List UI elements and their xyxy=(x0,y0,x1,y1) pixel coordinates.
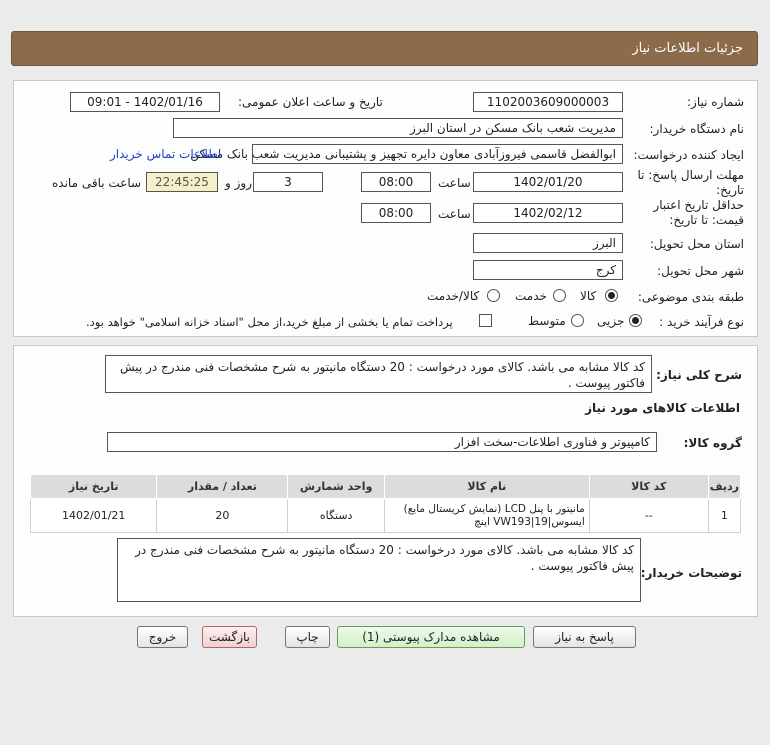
validity-label-line2: قیمت: تا تاریخ: xyxy=(669,213,744,227)
deadline-label-line2: تاریخ: xyxy=(716,183,744,197)
validity-label xyxy=(653,198,744,228)
description-label: شرح کلی نیاز: xyxy=(656,368,742,382)
province-field: البرز xyxy=(473,233,623,253)
buyer-notes-textbox: کد کالا مشابه می باشد. کالای مورد درخواست : 20 دستگاه مانیتور به شرح مشخصات فنی مندرج در پیش فاکتور پیوست . xyxy=(117,538,641,602)
goods-table xyxy=(30,474,741,533)
cell-name: مانیتور با پنل LCD (نمایش کریستال مایع) ایسوس|VW193|19 اینچ xyxy=(384,499,589,533)
city-label: شهر محل تحویل: xyxy=(657,264,744,278)
goods-section-title: اطلاعات کالاهای مورد نیاز xyxy=(585,401,740,415)
goods-table-header xyxy=(31,475,741,499)
contact-buyer-link[interactable]: اطلاعات تماس خریدار xyxy=(110,147,222,161)
goods-group-field: کامپیوتر و فناوری اطلاعات-سخت افزار xyxy=(107,432,657,452)
category-option-goods-service: کالا/خدمت xyxy=(427,289,480,303)
cell-code: -- xyxy=(589,499,708,533)
process-radio-minor[interactable] xyxy=(629,314,642,327)
deadline-date-field: 1402/01/20 xyxy=(473,172,623,192)
category-option-goods: کالا xyxy=(580,289,597,303)
validity-label-line1: حداقل تاریخ اعتبار xyxy=(653,198,744,212)
creator-field: ابوالفضل قاسمی فیروزآبادی معاون دایره تجهیز و پشتیبانی مدیریت شعب بانک مسکن xyxy=(252,144,623,164)
process-label: نوع فرآیند خرید : xyxy=(659,315,744,329)
category-radio-goods-service[interactable] xyxy=(487,289,500,302)
remaining-time-field: 22:45:25 xyxy=(146,172,218,192)
page-header xyxy=(11,31,758,66)
buyer-notes-label: توضیحات خریدار: xyxy=(640,566,742,580)
cell-qty: 20 xyxy=(157,499,288,533)
col-qty: تعداد / مقدار xyxy=(157,475,288,499)
deadline-label xyxy=(637,168,744,198)
days-label: روز و xyxy=(225,176,252,190)
category-label: طبقه بندی موضوعی: xyxy=(637,290,744,304)
announce-label: تاریخ و ساعت اعلان عمومی: xyxy=(238,95,383,109)
description-textbox: کد کالا مشابه می باشد. کالای مورد درخواست : 20 دستگاه مانیتور به شرح مشخصات فنی مندرج در پیش فاکتور پیوست . xyxy=(105,355,652,393)
table-row xyxy=(31,499,741,533)
category-radio-service[interactable] xyxy=(553,289,566,302)
process-option-medium: متوسط xyxy=(528,314,566,328)
validity-date-field: 1402/02/12 xyxy=(473,203,623,223)
need-number-field: 1102003609000003 xyxy=(473,92,623,112)
col-name: نام کالا xyxy=(384,475,589,499)
validity-time-field: 08:00 xyxy=(361,203,431,223)
col-row: ردیف xyxy=(708,475,740,499)
announce-field: 1402/01/16 - 09:01 xyxy=(70,92,220,112)
print-button[interactable]: چاپ xyxy=(285,626,330,648)
creator-label: ایجاد کننده درخواست: xyxy=(633,148,744,162)
category-radio-goods[interactable] xyxy=(605,289,618,302)
col-code: کد کالا xyxy=(589,475,708,499)
attachments-button[interactable]: مشاهده مدارک پیوستی (1) xyxy=(337,626,525,648)
back-button[interactable]: بازگشت xyxy=(202,626,257,648)
city-field: کرج xyxy=(473,260,623,280)
process-option-minor: جزیی xyxy=(597,314,625,328)
exit-button[interactable]: خروج xyxy=(137,626,188,648)
remaining-label: ساعت باقی مانده xyxy=(52,176,142,190)
page-title: جزئیات اطلاعات نیاز xyxy=(632,41,743,56)
deadline-time-field: 08:00 xyxy=(361,172,431,192)
validity-time-label: ساعت xyxy=(438,207,471,221)
payment-note: پرداخت تمام یا بخشی از مبلغ خرید،از محل "اسناد خزانه اسلامی" خواهد بود. xyxy=(86,315,453,329)
deadline-time-label: ساعت xyxy=(438,176,471,190)
cell-date: 1402/01/21 xyxy=(31,499,157,533)
treasury-checkbox[interactable] xyxy=(479,314,492,327)
col-unit: واحد شمارش xyxy=(288,475,384,499)
reply-button[interactable]: پاسخ به نیاز xyxy=(533,626,636,648)
buyer-label: نام دستگاه خریدار: xyxy=(649,122,744,136)
col-date: تاریخ نیاز xyxy=(31,475,157,499)
need-number-label: شماره نیاز: xyxy=(687,95,744,109)
cell-row: 1 xyxy=(708,499,740,533)
process-radio-medium[interactable] xyxy=(571,314,584,327)
category-option-service: خدمت xyxy=(515,289,547,303)
days-field: 3 xyxy=(253,172,323,192)
deadline-label-line1: مهلت ارسال پاسخ: تا xyxy=(637,168,744,182)
buyer-field: مدیریت شعب بانک مسکن در استان البرز xyxy=(173,118,623,138)
goods-group-label: گروه کالا: xyxy=(683,436,742,450)
province-label: استان محل تحویل: xyxy=(649,237,744,251)
cell-unit: دستگاه xyxy=(288,499,384,533)
